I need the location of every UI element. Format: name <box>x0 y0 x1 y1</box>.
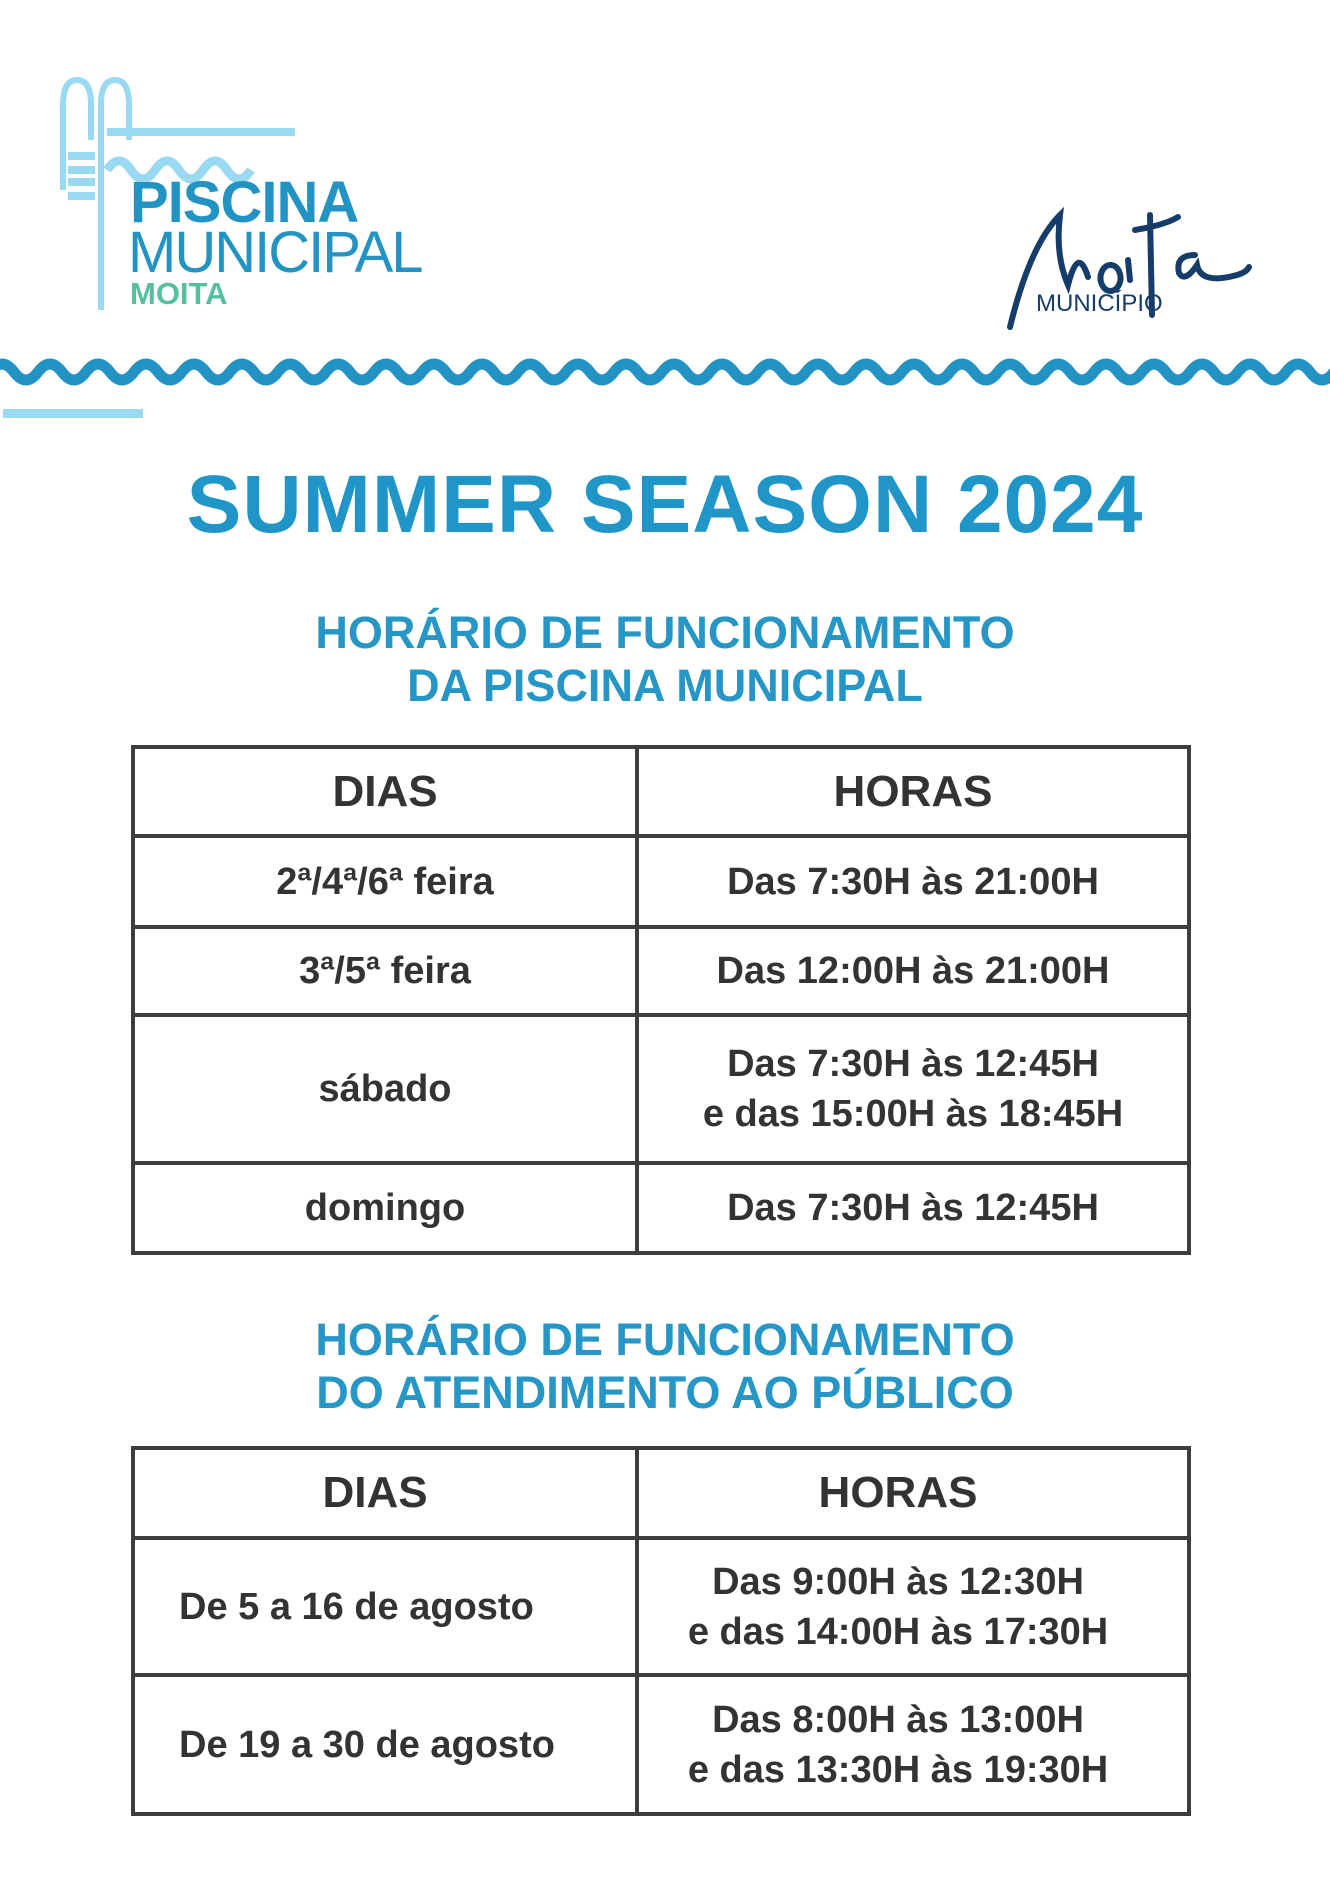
hours-line: Das 7:30H às 12:45H <box>727 1043 1099 1085</box>
wave-divider <box>0 352 1330 392</box>
logo-municipal: MUNICIPAL <box>128 220 422 285</box>
hours-cell <box>637 1538 1189 1675</box>
logo-piscina: PISCINA <box>130 170 359 235</box>
days-cell: De 5 a 16 de agosto <box>133 1538 637 1675</box>
header-horas: HORAS <box>637 747 1189 836</box>
days-cell: De 19 a 30 de agosto <box>133 1675 637 1814</box>
days-cell: 2ª/4ª/6ª feira <box>133 836 637 927</box>
hours-cell <box>637 1015 1189 1163</box>
section2-heading-line2: DO ATENDIMENTO AO PÚBLICO <box>316 1367 1014 1418</box>
hours-line: e das 14:00H às 17:30H <box>687 1610 1109 1653</box>
table-row <box>133 1015 1189 1163</box>
municipio-label: MUNICÍPIO <box>1036 290 1163 317</box>
hours-line: e das 13:30H às 19:30H <box>687 1748 1109 1791</box>
hours-line: e das 15:00H às 18:45H <box>702 1093 1124 1135</box>
public-service-schedule-table <box>131 1446 1191 1816</box>
days-cell: domingo <box>133 1163 637 1253</box>
hours-line: Das 9:00H às 12:30H <box>712 1560 1084 1603</box>
days-cell: sábado <box>133 1015 637 1163</box>
section1-heading-line2: DA PISCINA MUNICIPAL <box>407 660 923 711</box>
hours-cell: Das 7:30H às 21:00H <box>637 836 1189 927</box>
section2-heading-line1: HORÁRIO DE FUNCIONAMENTO <box>315 1314 1015 1365</box>
pool-schedule-table <box>131 745 1191 1255</box>
header-dias: DIAS <box>133 1448 637 1538</box>
section2-heading <box>0 1313 1330 1419</box>
section1-heading <box>0 606 1330 712</box>
table-row <box>133 836 1189 927</box>
hours-cell: Das 12:00H às 21:00H <box>637 927 1189 1015</box>
hours-line: Das 8:00H às 13:00H <box>712 1698 1084 1741</box>
header-dias: DIAS <box>133 747 637 836</box>
light-bar <box>3 409 143 418</box>
table-row <box>133 1163 1189 1253</box>
table-row <box>133 1538 1189 1675</box>
hours-cell: Das 7:30H às 12:45H <box>637 1163 1189 1253</box>
logo-moita: MOITA <box>130 276 228 311</box>
header-horas: HORAS <box>637 1448 1189 1538</box>
table-row <box>133 1675 1189 1814</box>
page-title: SUMMER SEASON 2024 <box>186 459 1144 550</box>
days-cell: 3ª/5ª feira <box>133 927 637 1015</box>
hours-cell <box>637 1675 1189 1814</box>
table-row <box>133 927 1189 1015</box>
section1-heading-line1: HORÁRIO DE FUNCIONAMENTO <box>315 607 1015 658</box>
